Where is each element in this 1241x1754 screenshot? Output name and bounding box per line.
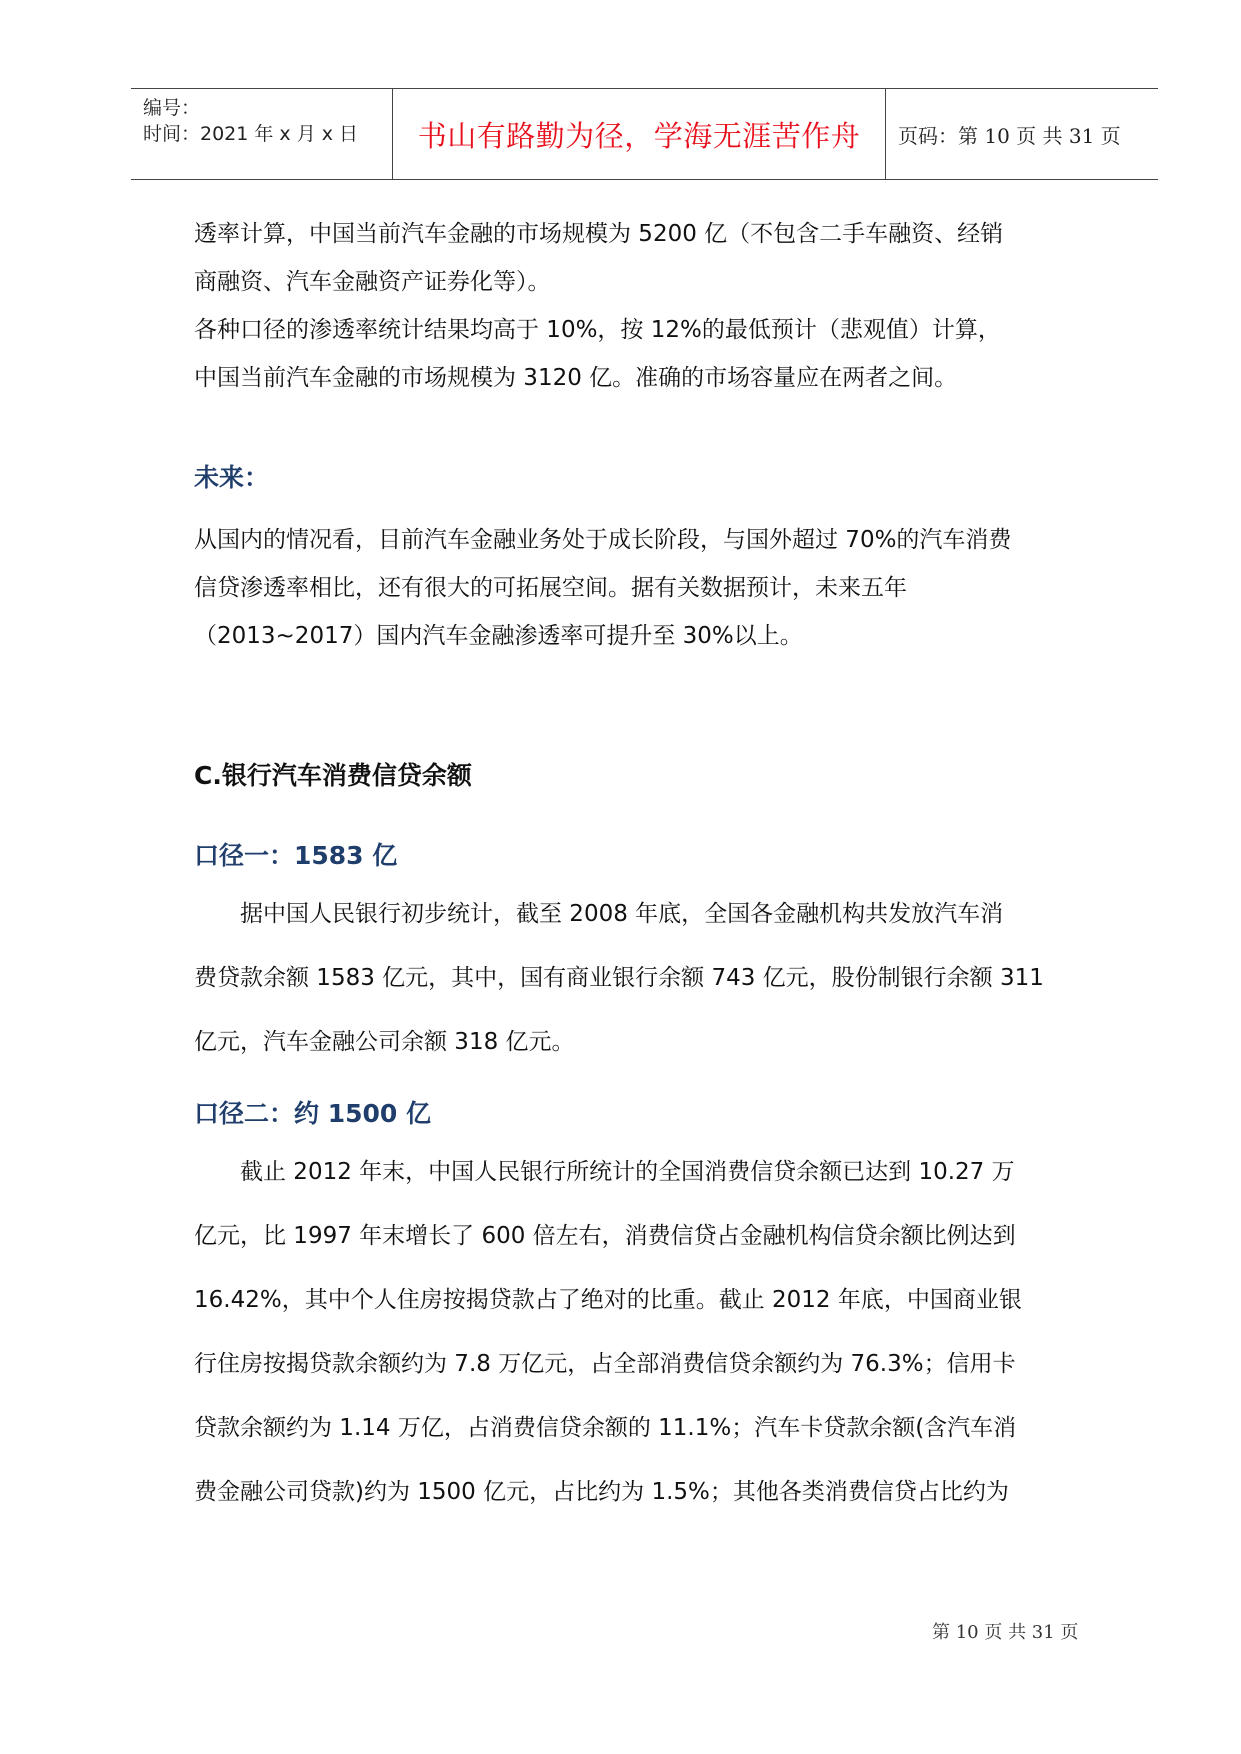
text-line: 各种口径的渗透率统计结果均高于 10%，按 12%的最低预计（悲观值）计算， bbox=[194, 317, 1001, 343]
text-line: 透率计算，中国当前汽车金融的市场规模为 5200 亿（不包含二手车融资、经销 bbox=[194, 221, 1004, 247]
text-line: （2013~2017）国内汽车金融渗透率可提升至 30%以上。 bbox=[194, 623, 803, 649]
text-line: 16.42%，其中个人住房按揭贷款占了绝对的比重。截止 2012 年底，中国商业银 bbox=[194, 1287, 1022, 1313]
header-page-cell bbox=[886, 89, 1158, 179]
caliber1-heading: 口径一：1583 亿 bbox=[194, 841, 398, 870]
intro-paragraph bbox=[194, 210, 1094, 402]
doc-time-label: 时间：2021 年 x 月 x 日 bbox=[143, 123, 359, 145]
page-header bbox=[131, 88, 1158, 180]
caliber2-heading-block bbox=[194, 1094, 1094, 1130]
caliber2-paragraph bbox=[194, 1140, 1094, 1524]
caliber1-heading-block bbox=[194, 836, 1094, 872]
caliber1-paragraph bbox=[194, 882, 1094, 1074]
future-heading-block bbox=[194, 458, 1094, 494]
text-line: 亿元，比 1997 年末增长了 600 倍左右，消费信贷占金融机构信贷余额比例达到 bbox=[194, 1223, 1016, 1249]
text-line: 贷款余额约为 1.14 万亿，占消费信贷余额的 11.1%；汽车卡贷款余额(含汽车消 bbox=[194, 1415, 1017, 1441]
text-line: 费贷款余额 1583 亿元，其中，国有商业银行余额 743 亿元，股份制银行余额 311 bbox=[194, 965, 1044, 991]
page-footer: 第 10 页 共 31 页 bbox=[932, 1622, 1079, 1643]
text-line: 信贷渗透率相比，还有很大的可拓展空间。据有关数据预计，未来五年 bbox=[194, 575, 907, 601]
header-left-cell bbox=[131, 89, 393, 179]
motto-text: 书山有路勤为径，学海无涯苦作舟 bbox=[417, 118, 861, 153]
section-c-heading: C.银行汽车消费信贷余额 bbox=[194, 761, 472, 790]
doc-number-label: 编号： bbox=[143, 97, 201, 119]
text-line: 行住房按揭贷款余额约为 7.8 万亿元，占全部消费信贷余额约为 76.3%；信用卡 bbox=[194, 1351, 1016, 1377]
text-line: 据中国人民银行初步统计，截至 2008 年底，全国各金融机构共发放汽车消 bbox=[240, 901, 1004, 927]
text-line: 截止 2012 年末，中国人民银行所统计的全国消费信贷余额已达到 10.27 万 bbox=[240, 1159, 1015, 1185]
text-line: 费金融公司贷款)约为 1500 亿元，占比约为 1.5%；其他各类消费信贷占比约为 bbox=[194, 1479, 1009, 1505]
future-paragraph bbox=[194, 516, 1094, 660]
section-c-heading-block bbox=[194, 756, 1094, 792]
text-line: 商融资、汽车金融资产证券化等）。 bbox=[194, 269, 551, 295]
text-line: 从国内的情况看，目前汽车金融业务处于成长阶段，与国外超过 70%的汽车消费 bbox=[194, 527, 1012, 553]
header-page-code: 页码：第 10 页 共 31 页 bbox=[898, 123, 1121, 148]
caliber2-heading: 口径二：约 1500 亿 bbox=[194, 1099, 431, 1128]
future-heading: 未来： bbox=[194, 463, 270, 492]
text-line: 中国当前汽车金融的市场规模为 3120 亿。准确的市场容量应在两者之间。 bbox=[194, 365, 958, 391]
header-motto-cell bbox=[393, 89, 886, 179]
text-line: 亿元，汽车金融公司余额 318 亿元。 bbox=[194, 1029, 575, 1055]
